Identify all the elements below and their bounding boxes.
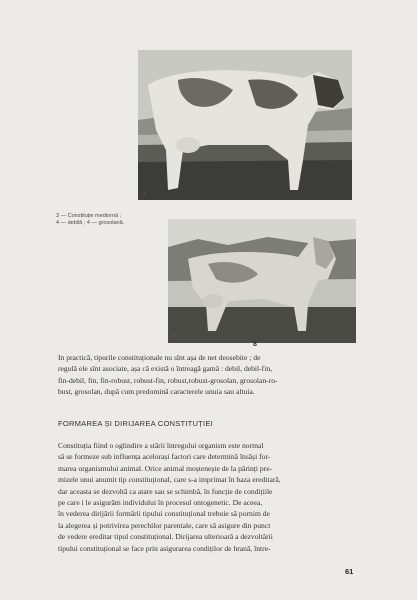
text-line: Constituția fiind o oglindire a stării întregului organism este normal: [58, 441, 264, 450]
body-paragraph: [58, 440, 362, 554]
text-line: marea organismului animal. Orice animal moștenește de la părinți pre-: [58, 463, 273, 473]
plate-number: 3: [142, 192, 146, 198]
cow-photo-1: [138, 50, 352, 200]
section-heading: FORMAREA ȘI DIRIJAREA CONSTITUȚIEI: [58, 419, 213, 428]
text-line: de vedere ereditar tipul constituțional. Dirijarea ulterioară a dezvoltării: [58, 532, 273, 542]
plate-number: 4: [172, 333, 176, 339]
cow-photo-2: [168, 219, 356, 343]
body-paragraph: [58, 352, 362, 398]
cow-photo-2-image: [168, 219, 356, 343]
text-line: la alegerea și potrivirea perechilor parentale, care să asigure din punct: [58, 520, 271, 530]
figure-number: 8: [253, 341, 257, 348]
figure-caption: [56, 213, 130, 227]
text-line: mizele unui anumit tip constituțional, care s-a imprimat în baza ereditară,: [58, 475, 281, 485]
text-line: In practică, tipurile constituționale nu sînt așa de net deosebite ; de: [58, 353, 261, 362]
text-line: în vederea dirijării formării tipului constituțional trebuie să pornim de: [58, 509, 270, 519]
cow-photo-1-image: [138, 50, 352, 200]
text-line: bust, grosolan, după cum predomină caracterele unuia sau altuia.: [58, 387, 255, 397]
text-line: dar aceasta se dezvoltă ca atare sau se schimbă, în funcție de condițiile: [58, 486, 273, 496]
text-line: fin-debil, fin, fin-robust, robust-fin, robust,robust-grosolan, grosolan-ro-: [58, 375, 278, 385]
text-line: tipului constituțional se face prin asigurarea condiților de hrană, între-: [58, 543, 271, 553]
caption-line: 3 — Constituție mediornă ;: [56, 213, 122, 219]
text-line: regulă ele sînt asociate, așa că există o întreagă gamă : debil, debil-fin,: [58, 364, 273, 374]
text-line: pe care i le asigurăm individului în procesul ontogenetic. De aceea,: [58, 498, 263, 508]
caption-line: 4 — debilă ; 4 — grosolană.: [56, 220, 125, 226]
text-line: să se formeze sub influența acelorași factori care determină însăși for-: [58, 452, 271, 462]
page-number: 61: [345, 567, 354, 576]
